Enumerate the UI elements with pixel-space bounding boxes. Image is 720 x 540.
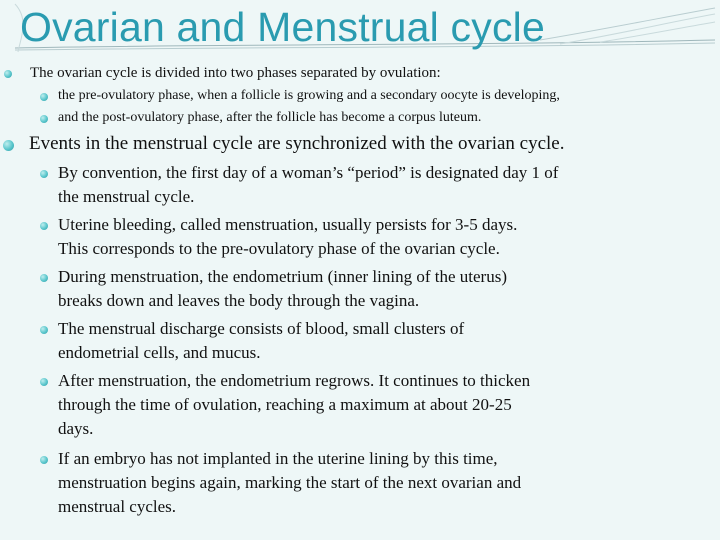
event-item-4-line-1: The menstrual discharge consists of blood, small clusters of: [58, 319, 465, 338]
event-item-6-line-2: menstruation begins again, marking the start of the next ovarian and: [58, 473, 522, 492]
event-item-5-line-1: After menstruation, the endometrium regrows. It continues to thicken: [58, 371, 531, 390]
bullet-icon: [40, 115, 48, 123]
event-item-4-line-2: endometrial cells, and mucus.: [58, 343, 261, 362]
event-item-3-line-2: breaks down and leaves the body through the vagina.: [58, 291, 420, 310]
events-text: Events in the menstrual cycle are synchronized with the ovarian cycle.: [29, 133, 565, 154]
bullet-icon: [40, 170, 48, 178]
event-item-6-line-1: If an embryo has not implanted in the uterine lining by this time,: [58, 449, 498, 468]
event-item-6-line-3: menstrual cycles.: [58, 497, 177, 516]
event-item-5-line-3: days.: [58, 419, 94, 438]
bullet-icon: [4, 70, 12, 78]
intro-sub-2: and the post-ovulatory phase, after the follicle has become a corpus luteum.: [58, 110, 482, 125]
bullet-icon: [40, 93, 48, 101]
event-item-1-line-2: the menstrual cycle.: [58, 187, 195, 206]
event-item-1-line-1: By convention, the first day of a woman’s “period” is designated day 1 of: [58, 163, 559, 182]
event-item-3-line-1: During menstruation, the endometrium (inner lining of the uterus): [58, 267, 507, 286]
bullet-icon: [3, 140, 14, 151]
bullet-icon: [40, 274, 48, 282]
event-item-2-line-1: Uterine bleeding, called menstruation, usually persists for 3-5 days.: [58, 215, 518, 234]
intro-sub-1: the pre-ovulatory phase, when a follicle is growing and a secondary oocyte is developing,: [58, 88, 560, 103]
bullet-icon: [40, 456, 48, 464]
bullet-icon: [40, 222, 48, 230]
slide-title: Ovarian and Menstrual cycle: [20, 4, 545, 50]
event-item-5-line-2: through the time of ovulation, reaching a maximum at about 20-25: [58, 395, 512, 414]
bullet-icon: [40, 378, 48, 386]
bullet-icon: [40, 326, 48, 334]
event-item-2-line-2: This corresponds to the pre-ovulatory phase of the ovarian cycle.: [58, 239, 500, 258]
intro-text: The ovarian cycle is divided into two phases separated by ovulation:: [30, 65, 441, 81]
